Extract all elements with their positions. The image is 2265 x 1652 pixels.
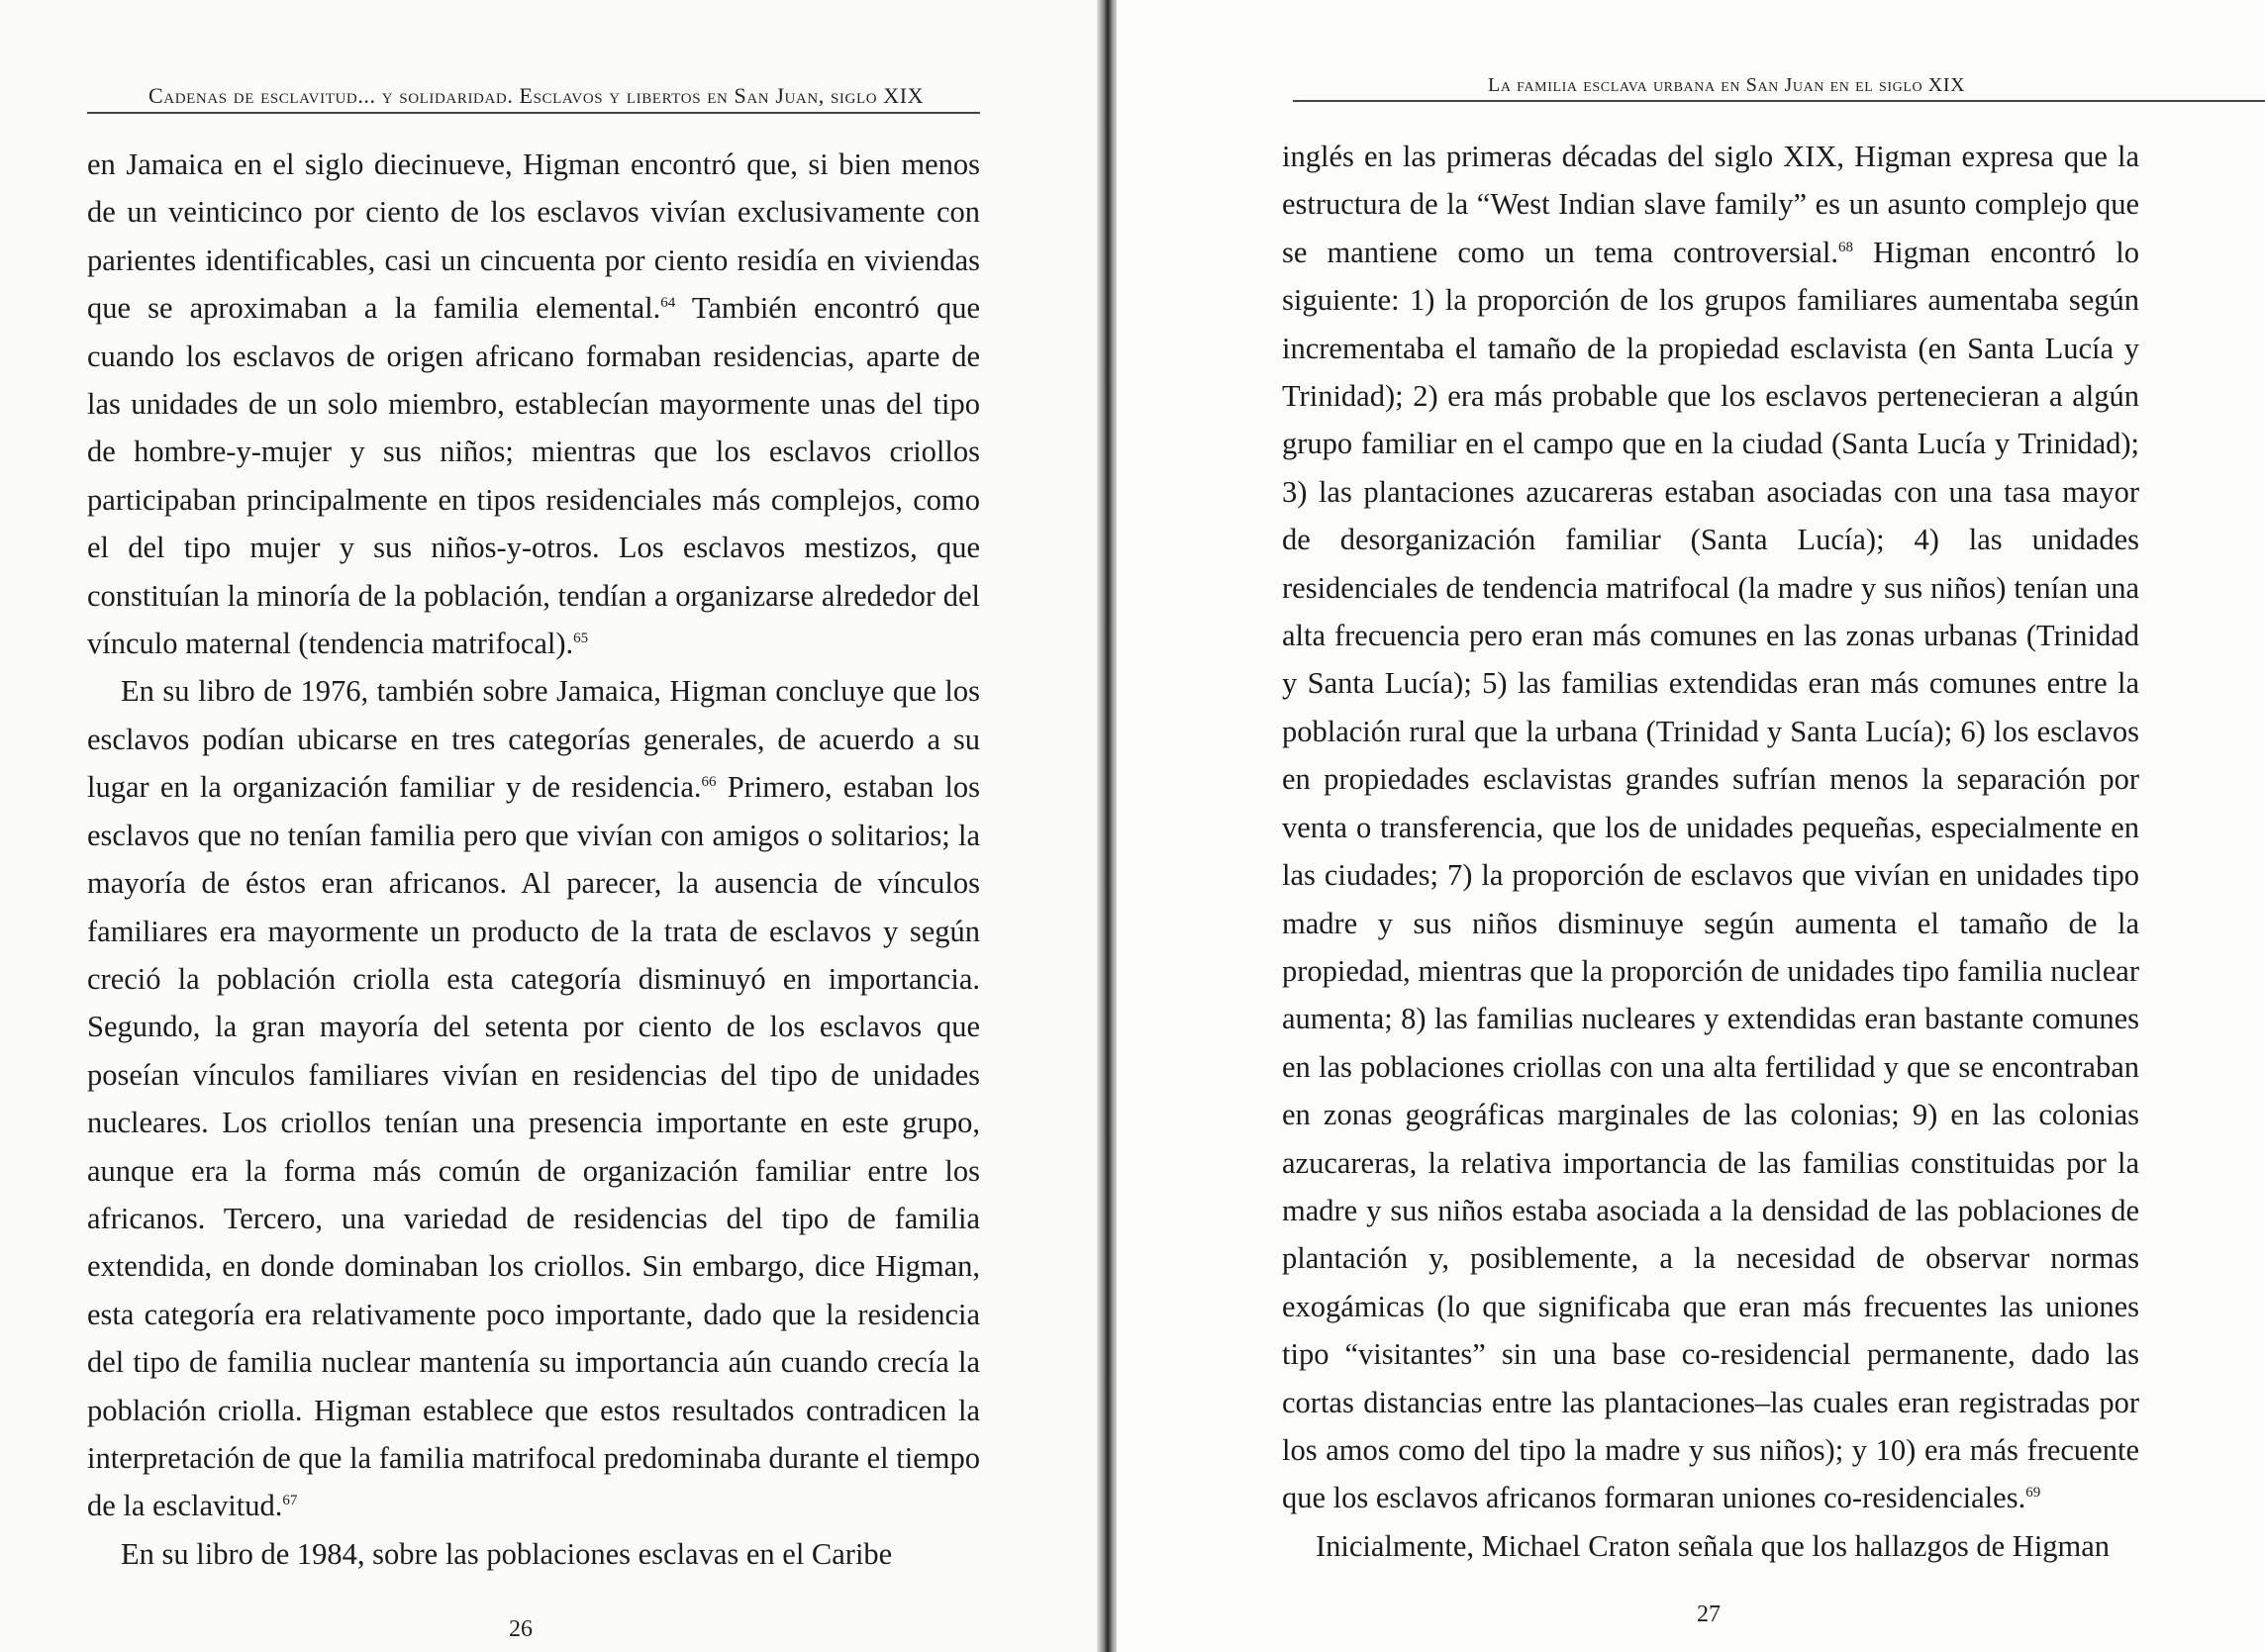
footnote-marker: 69 [2025, 1485, 2041, 1502]
paragraph-text: Higman encontró lo siguiente: 1) la proporción de los grupos familiares aumentaba según incrementaba el tamaño de la propiedad esclavista (en Santa Lucía y Trinidad); 2) era más probable que los esclavos pertenecieran a algún grupo familiar en el campo que en la ciudad (Santa Lucía y Trinidad); 3) las plantaciones azucareras estaban asociadas con una tasa mayor de desorganización familiar (Santa Lucía); 4) las unidades residenciales de tendencia matrifocal (la madre y sus niños) tenían una alta frecuencia pero eran más comunes en las zonas urbanas (Trinidad y Santa Lucía); 5) las familias extendidas eran más comunes entre la población rural que la urbana (Trinidad y Santa Lucía); 6) los esclavos en propiedades esclavistas grandes sufrían menos la separación por venta o transferencia, que los de unidades pequeñas, especialmente en las ciudades; 7) la proporción de esclavos que vivían en unidades tipo madre y sus niños disminuye según aumenta el tamaño de la propiedad, mientras que la proporción de unidades tipo familia nuclear aumenta; 8) las familias nucleares y extendidas eran bastante comunes en las poblaciones criollas con una alta fertilidad y que se encontraban en zonas geográficas marginales de las colonias; 9) en las colonias azucareras, la relativa importancia de las familias constituidas por la madre y sus niños estaba asociada a la densidad de las poblaciones de plantación y, posiblemente, a la necesidad de observar normas exogámicas (lo que significaba que eran más frecuentes las uniones tipo “visitantes” sin una base co-residencial permanente, dado las cortas distancias entre las plantaciones–las cuales eran registradas por los amos como del tipo la madre y sus niños); y 10) era más frecuente que los esclavos africanos formaran uniones co-residenciales. [1282, 235, 2139, 1515]
paragraph-text: Inicialmente, Michael Craton señala que los hallazgos de Higman [1316, 1528, 2111, 1563]
left-header-rule [87, 112, 980, 114]
right-page-number: 27 [1697, 1602, 1721, 1627]
paragraph-text: En su libro de 1984, sobre las poblaciones esclavas en el Caribe [121, 1536, 893, 1571]
footnote-marker: 67 [282, 1493, 298, 1509]
paragraph [1282, 1522, 2139, 1570]
paragraph [87, 667, 980, 1529]
paragraph-text: En su libro de 1976, también sobre Jamaica, Higman concluye que los esclavos podían ubicarse en tres categorías generales, de acuerdo a su lugar en la organización familiar y de residencia. [87, 674, 980, 805]
paragraph [1282, 133, 2139, 1522]
footnote-marker: 66 [701, 774, 717, 791]
right-body-text [1282, 133, 2139, 1570]
right-running-head: La familia esclava urbana en San Juan en el siglo XIX [1488, 74, 1966, 96]
footnote-marker: 65 [573, 630, 589, 646]
left-page [0, 0, 1099, 1652]
left-running-head: Cadenas de esclavitud... y solidaridad. Esclavos y libertos en San Juan, siglo XIX [148, 83, 925, 108]
footnote-marker: 68 [1838, 239, 1854, 255]
paragraph-text: en Jamaica en el siglo diecinueve, Higman encontró que, si bien menos de un veinticinco por ciento de los esclavos vivían exclusivamente con parientes identificables, casi un cincuenta por ciento residía en viviendas que se aproximaban a la familia elemental. [87, 147, 980, 326]
left-body-text [87, 141, 980, 1578]
paragraph-text: También encontró que cuando los esclavos de origen africano formaban residencias, aparte de las unidades de un solo miembro, establecían mayormente unas del tipo de hombre-y-mujer y sus niños; mientras que los esclavos criollos participaban principalmente en tipos residenciales más complejos, como el del tipo mujer y sus niños-y-otros. Los esclavos mestizos, que constituían la minoría de la población, tendían a organizarse alrededor del vínculo maternal (tendencia matrifocal). [87, 291, 981, 661]
right-header-rule [1293, 100, 2265, 102]
book-gutter [1097, 0, 1119, 1652]
footnote-marker: 64 [660, 295, 676, 312]
paragraph [87, 1530, 980, 1578]
left-page-number: 26 [509, 1616, 533, 1642]
paragraph-text: Primero, estaban los esclavos que no tenían familia pero que vivían con amigos o solitarios; la mayoría de éstos eran africanos. Al parecer, la ausencia de vínculos familiares era mayormente un producto de la trata de esclavos y según creció la población criolla esta categoría disminuyó en importancia. Segundo, la gran mayoría del setenta por ciento de los esclavos que poseían vínculos familiares vivían en residencias del tipo de unidades nucleares. Los criollos tenían una presencia importante en este grupo, aunque era la forma más común de organización familiar entre los africanos. Tercero, una variedad de residencias del tipo de familia extendida, en donde dominaban los criollos. Sin embargo, dice Higman, esta categoría era relativamente poco importante, dado que la residencia del tipo de familia nuclear mantenía su importancia aún cuando crecía la población criolla. Higman establece que estos resultados contradicen la interpretación de que la familia matrifocal predominaba durante el tiempo de la esclavitud. [87, 770, 980, 1523]
paragraph-text: inglés en las primeras décadas del siglo XIX, Higman expresa que la estructura de la “West Indian slave family” es un asunto complejo que se mantiene como un tema controversial. [1282, 140, 2139, 269]
paragraph [87, 141, 980, 667]
